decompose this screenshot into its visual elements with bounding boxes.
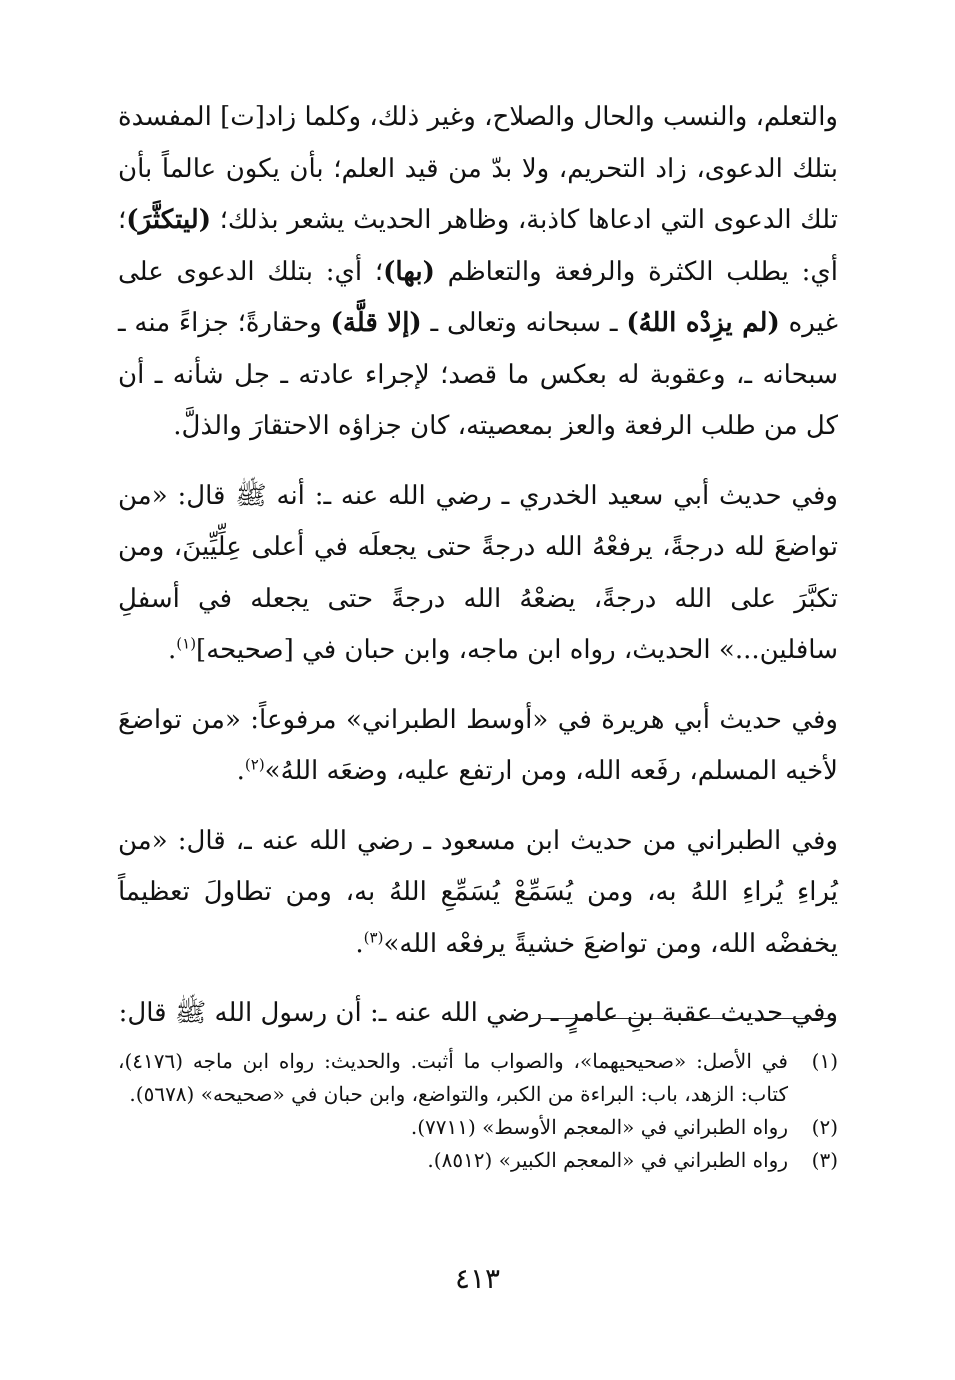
paragraph — [118, 816, 838, 971]
footnote-number: (٣) — [811, 1148, 838, 1172]
footnote-separator — [540, 1018, 836, 1019]
text-run: وفي حديث عقبة بنِ عامرٍ ـ رضي الله عنه ـ: أن رسول الله ﷺ قال: — [118, 998, 838, 1028]
text-run: . — [168, 635, 177, 665]
text-run: وفي حديث أبي هريرة في «أوسط الطبراني» مرفوعاً: «من تواضعَ لأخيه المسلم، رفَعه الله، ومن ارتفع عليه، وضعَه اللهُ» — [118, 704, 838, 786]
footnote-reference: (١) — [176, 634, 197, 653]
footnote-text: رواه الطبراني في «المعجم الكبير» (٨٥١٢). — [427, 1148, 788, 1172]
paragraph — [118, 92, 838, 453]
footnote-number: (١) — [811, 1049, 838, 1073]
page-number: ٤١٣ — [454, 1262, 501, 1295]
main-text — [118, 92, 838, 1040]
text-run: والتعلم، والنسب والحال والصلاح، وغير ذلك، وكلما زاد[ت] المفسدة بتلك الدعوى، زاد التحريم، ولا بدّ من قيد العلم؛ بأن يكون عالماً بأن تلك الدعوى التي ادعاها كاذبة، وظاهر الحديث يشعر بذلك؛ — [118, 102, 838, 235]
paragraph — [118, 695, 838, 798]
footnote-text: رواه الطبراني في «المعجم الأوسط» (٧٧١١). — [410, 1115, 788, 1139]
paragraph — [118, 988, 838, 1040]
paragraph — [118, 471, 838, 677]
text-run: . — [355, 928, 364, 959]
text-run: وفي الطبراني من حديث ابن مسعود ـ رضي الله عنه ـ، قال: «من يُراءِ يُراءِ اللهُ به، ومن يُسَمِّعْ يُسَمِّعِ اللهُ به، ومن تطاولَ تعظيماً يخفضْه الله، ومن تواضعَ خشيةً يرفعْه الله» — [118, 825, 838, 959]
text-run: ؛ أي: يطلب الكثرة والرفعة والتعاظم — [118, 205, 838, 287]
text-run: ؛ أي: بتلك الدعوى على غيره — [118, 256, 838, 338]
hadith-phrase: (بها) — [383, 256, 435, 287]
text-run: وحقارةً؛ جزاءً منه ـ سبحانه ـ، وعقوبة له بعكس ما قصد؛ لإجراء عادته ـ جل شأنه ـ أن كل من طلب الرفعة والعز بمعصيته، كان جزاؤه الاحتقارَ والذلَّ. — [118, 308, 838, 441]
hadith-phrase: (لم يزِدْه اللهُ) — [626, 308, 780, 338]
footnote-number: (٢) — [811, 1115, 838, 1139]
text-run: ـ سبحانه وتعالى ـ — [421, 308, 627, 338]
footnotes — [118, 1045, 838, 1177]
hadith-phrase: (ليتكثَّرَ) — [126, 205, 212, 235]
hadith-phrase: (إلا قلَّة) — [330, 308, 422, 338]
text-run: . — [236, 756, 245, 786]
footnote-reference: (٢) — [244, 755, 265, 774]
footnote-text: في الأصل: «صحيحيهما»، والصواب ما أثبت. والحديث: رواه ابن ماجه (٤١٧٦)، كتاب: الزهد، باب: البراءة من الكبر، والتواضع، وابن حبان في «صحيحه» (٥٦٧٨). — [118, 1049, 788, 1106]
footnote — [118, 1111, 838, 1144]
footnote — [118, 1144, 838, 1177]
footnote — [118, 1045, 838, 1111]
text-run: وفي حديث أبي سعيد الخدري ـ رضي الله عنه ـ: أنه ﷺ قال: «من تواضعَ لله درجةً، يرفعْهُ الله درجةً حتى يجعلَه في أعلى عِلِّيِّينَ، ومن تكبَّرَ على الله درجةً، يضعْهُ الله درجةً حتى يجعله في أسفلِ سافلين...» الحديث، رواه ابن ماجه، وابن حبان في [صحيحه] — [118, 480, 838, 665]
footnote-reference: (٣) — [363, 927, 384, 946]
